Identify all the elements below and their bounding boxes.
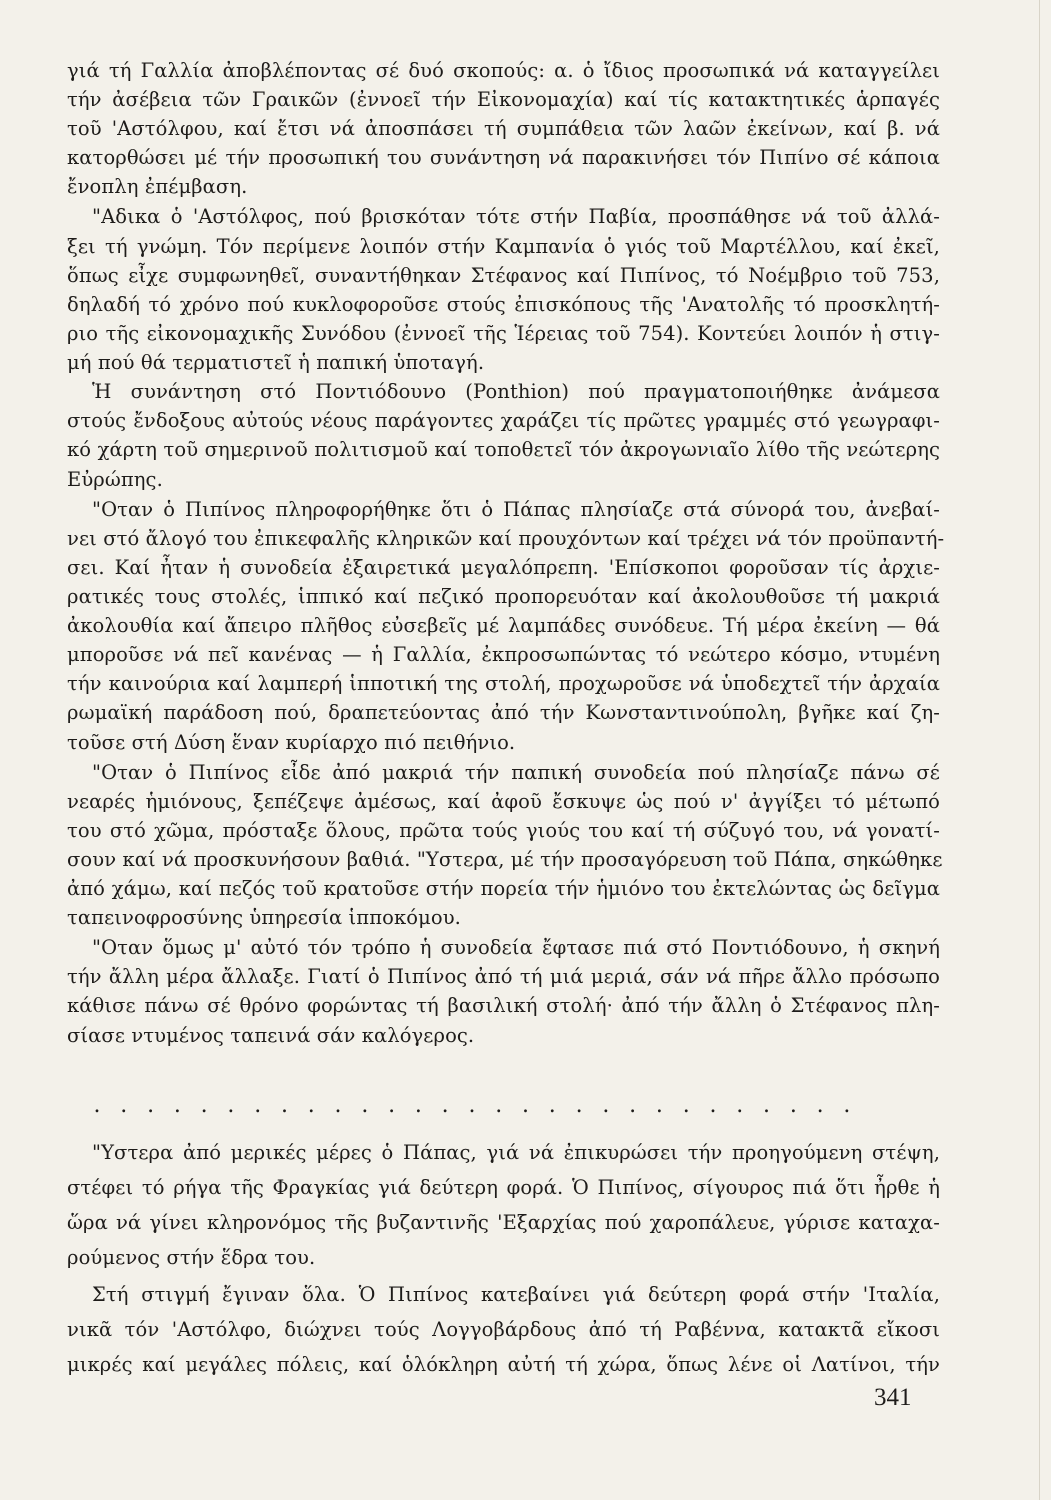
text-line: ὥρα νά γίνει κληρονόμος τῆς βυζαντινῆς 'Εξαρχίας πού χαροπάλευε, γύρισε καταχα- — [67, 1211, 940, 1234]
text-line: σει. Καί ἦταν ἡ συνοδεία ἐξαιρετικά μεγαλόπρεπη. 'Επίσκοποι φοροῦσαν τίς ἀρχιε- — [67, 556, 940, 579]
separator-dot: . — [441, 1093, 449, 1118]
text-line: ριο τῆς εἰκονομαχικῆς Συνόδου (ἐννοεῖ τῆς Ἱέρειας τοῦ 754). Κοντεύει λοιπόν ἡ στιγ- — [67, 322, 940, 345]
paragraph-start: "Οταν ὁ Πιπίνος πληροφορήθηκε ὅτι ὁ Πάπας πλησίαζε στά σύνορά του, ἀνεβαί- — [92, 498, 940, 521]
separator-dot: . — [334, 1093, 342, 1118]
separator-dot: . — [495, 1093, 503, 1118]
text-line: μποροῦσε νά πεῖ κανένας — ἡ Γαλλία, ἐκπροσωπώντας τό νεώτερο κόσμο, ντυμένη — [67, 643, 940, 666]
separator-dot: . — [602, 1093, 610, 1118]
text-line: νικᾶ τόν 'Αστόλφο, διώχνει τούς Λογγοβάρδους ἀπό τή Ραβέννα, κατακτᾶ εἴκοσι — [67, 1318, 940, 1341]
text-line: ρούμενος στήν ἕδρα του. — [67, 1246, 316, 1269]
separator-dot: . — [227, 1093, 235, 1118]
separator-dot: . — [200, 1093, 208, 1118]
separator-dot: . — [120, 1093, 128, 1118]
section-separator — [92, 1094, 852, 1118]
text-line: ὅπως εἶχε συμφωνηθεῖ, συναντήθηκαν Στέφανος καί Πιπίνος, τό Νοέμβριο τοῦ 753, — [67, 264, 940, 287]
separator-dot: . — [414, 1093, 422, 1118]
separator-dot: . — [655, 1093, 663, 1118]
text-line: Εὐρώπης. — [67, 468, 163, 491]
separator-dot: . — [789, 1093, 797, 1118]
separator-dot: . — [709, 1093, 717, 1118]
separator-dot: . — [468, 1093, 476, 1118]
text-line: σίασε ντυμένος ταπεινά σάν καλόγερος. — [67, 1024, 475, 1047]
text-line: στέφει τό ρήγα τῆς Φραγκίας γιά δεύτερη φορά. Ὁ Πιπίνος, σίγουρος πιά ὅτι ἦρθε ἡ — [67, 1176, 940, 1199]
text-line: γιά τή Γαλλία ἀποβλέποντας σέ δυό σκοπούς: α. ὁ ἴδιος προσωπικά νά καταγγείλει — [67, 59, 940, 82]
text-line: κό χάρτη τοῦ σημερινοῦ πολιτισμοῦ καί τοποθετεῖ τόν ἀκρογωνιαῖο λίθο τῆς νεώτερης — [67, 438, 940, 461]
separator-dot: . — [307, 1093, 315, 1118]
text-line: σουν καί νά προσκυνήσουν βαθιά. "Υστερα, μέ τήν προσαγόρευση τοῦ Πάπα, σηκώθηκε — [67, 848, 943, 871]
separator-dot: . — [548, 1093, 556, 1118]
text-line: ταπεινοφροσύνης ὑπηρεσία ἱπποκόμου. — [67, 906, 461, 929]
paragraph-start: "Οταν ὅμως μ' αὐτό τόν τρόπο ἡ συνοδεία ἔφτασε πιά στό Ποντιόδουνο, ἡ σκηνή — [92, 936, 940, 959]
text-line: τήν καινούρια καί λαμπερή ἱπποτική της στολή, προχωροῦσε νά ὑποδεχτεῖ τήν ἀρχαία — [67, 672, 940, 695]
text-line: κατορθώσει μέ τήν προσωπική του συνάντηση νά παρακινήσει τόν Πιπίνο σέ κάποια — [67, 146, 940, 169]
separator-dot: . — [575, 1093, 583, 1118]
text-line: νει στό ἄλογό του ἐπικεφαλῆς κληρικῶν καί προυχόντων καί τρέχει νά τόν προϋπαντή- — [67, 527, 945, 550]
separator-dot: . — [736, 1093, 744, 1118]
separator-dot: . — [254, 1093, 262, 1118]
separator-dot: . — [93, 1093, 101, 1118]
text-line: μικρές καί μεγάλες πόλεις, καί ὁλόκληρη αὐτή τή χώρα, ὅπως λένε οἱ Λατίνοι, τήν — [67, 1353, 940, 1376]
paragraph-start: "Υστερα ἀπό μερικές μέρες ὁ Πάπας, γιά νά ἐπικυρώσει τήν προηγούμενη στέψη, — [92, 1141, 940, 1164]
text-line: κάθισε πάνω σέ θρόνο φορώντας τή βασιλική στολή· ἀπό τήν ἄλλη ὁ Στέφανος πλη- — [67, 994, 940, 1017]
text-line: τήν ἄλλη μέρα ἄλλαξε. Γιατί ὁ Πιπίνος ἀπό τή μιά μεριά, σάν νά πῆρε ἄλλο πρόσωπο — [67, 965, 940, 988]
separator-dot: . — [173, 1093, 181, 1118]
separator-dot: . — [629, 1093, 637, 1118]
page-edge-line — [1039, 0, 1040, 1500]
text-line: δηλαδή τό χρόνο πού κυκλοφοροῦσε στούς ἐπισκόπους τῆς 'Ανατολῆς τό προσκλητή- — [67, 293, 940, 316]
separator-dot: . — [763, 1093, 771, 1118]
separator-dot: . — [682, 1093, 690, 1118]
separator-dot: . — [388, 1093, 396, 1118]
text-line: του στό χῶμα, πρόσταξε ὅλους, πρῶτα τούς γιούς του καί τή σύζυγό του, νά γονατί- — [67, 819, 940, 842]
page-number: 341 — [874, 1384, 912, 1411]
text-line: τήν ἀσέβεια τῶν Γραικῶν (ἐννοεῖ τήν Εἰκονομαχία) καί τίς κατακτητικές ἁρπαγές — [67, 88, 940, 111]
text-line: νεαρές ἡμιόνους, ξεπέζεψε ἀμέσως, καί ἀφοῦ ἔσκυψε ὡς πού ν' ἀγγίξει τό μέτωπό — [67, 790, 940, 813]
text-line: ἔνοπλη ἐπέμβαση. — [67, 175, 248, 198]
text-line: ρωμαϊκή παράδοση πού, δραπετεύοντας ἀπό τήν Κωνσταντινούπολη, βγῆκε καί ζη- — [67, 701, 940, 724]
text-line: ξει τή γνώμη. Τόν περίμενε λοιπόν στήν Καμπανία ὁ γιός τοῦ Μαρτέλλου, καί ἐκεῖ, — [67, 235, 940, 258]
paragraph-start: "Οταν ὁ Πιπίνος εἶδε ἀπό μακριά τήν παπική συνοδεία πού πλησίαζε πάνω σέ — [92, 761, 940, 784]
paragraph-start: "Αδικα ὁ 'Αστόλφος, πού βρισκόταν τότε στήν Παβία, προσπάθησε νά τοῦ ἀλλά- — [92, 205, 940, 228]
text-line: ρατικές τους στολές, ἱππικό καί πεζικό προπορευόταν καί ἀκολουθοῦσε τή μακριά — [67, 585, 940, 608]
text-line: τοῦ 'Αστόλφου, καί ἔτσι νά ἀποσπάσει τή συμπάθεια τῶν λαῶν ἐκείνων, καί β. νά — [67, 117, 940, 140]
text-line: στούς ἔνδοξους αὐτούς νέους παράγοντες χαράζει τίς πρῶτες γραμμές στό γεωγραφι- — [67, 409, 940, 432]
text-line: τοῦσε στή Δύση ἕναν κυρίαρχο πιό πειθήνιο. — [67, 731, 516, 754]
separator-dot: . — [280, 1093, 288, 1118]
text-line: ἀκολουθία καί ἄπειρο πλῆθος εὐσεβεῖς μέ λαμπάδες συνόδευε. Τή μέρα ἐκείνη — θά — [67, 614, 940, 637]
separator-dot: . — [843, 1093, 851, 1118]
separator-dot: . — [522, 1093, 529, 1118]
paragraph-start: Ἡ συνάντηση στό Ποντιόδουνο (Ponthion) πού πραγματοποιήθηκε ἀνάμεσα — [92, 380, 940, 403]
separator-dot: . — [147, 1093, 155, 1118]
text-line: μή πού θά τερματιστεῖ ἡ παπική ὑποταγή. — [67, 351, 485, 374]
separator-dot: . — [361, 1093, 369, 1118]
paragraph-start: Στή στιγμή ἔγιναν ὅλα. Ὁ Πιπίνος κατεβαίνει γιά δεύτερη φορά στήν 'Ιταλία, — [92, 1283, 940, 1306]
text-line: ἀπό χάμω, καί πεζός τοῦ κρατοῦσε στήν πορεία τήν ἡμιόνο του ἐκτελώντας ὡς δεῖγμα — [67, 877, 940, 900]
separator-dot: . — [816, 1093, 824, 1118]
